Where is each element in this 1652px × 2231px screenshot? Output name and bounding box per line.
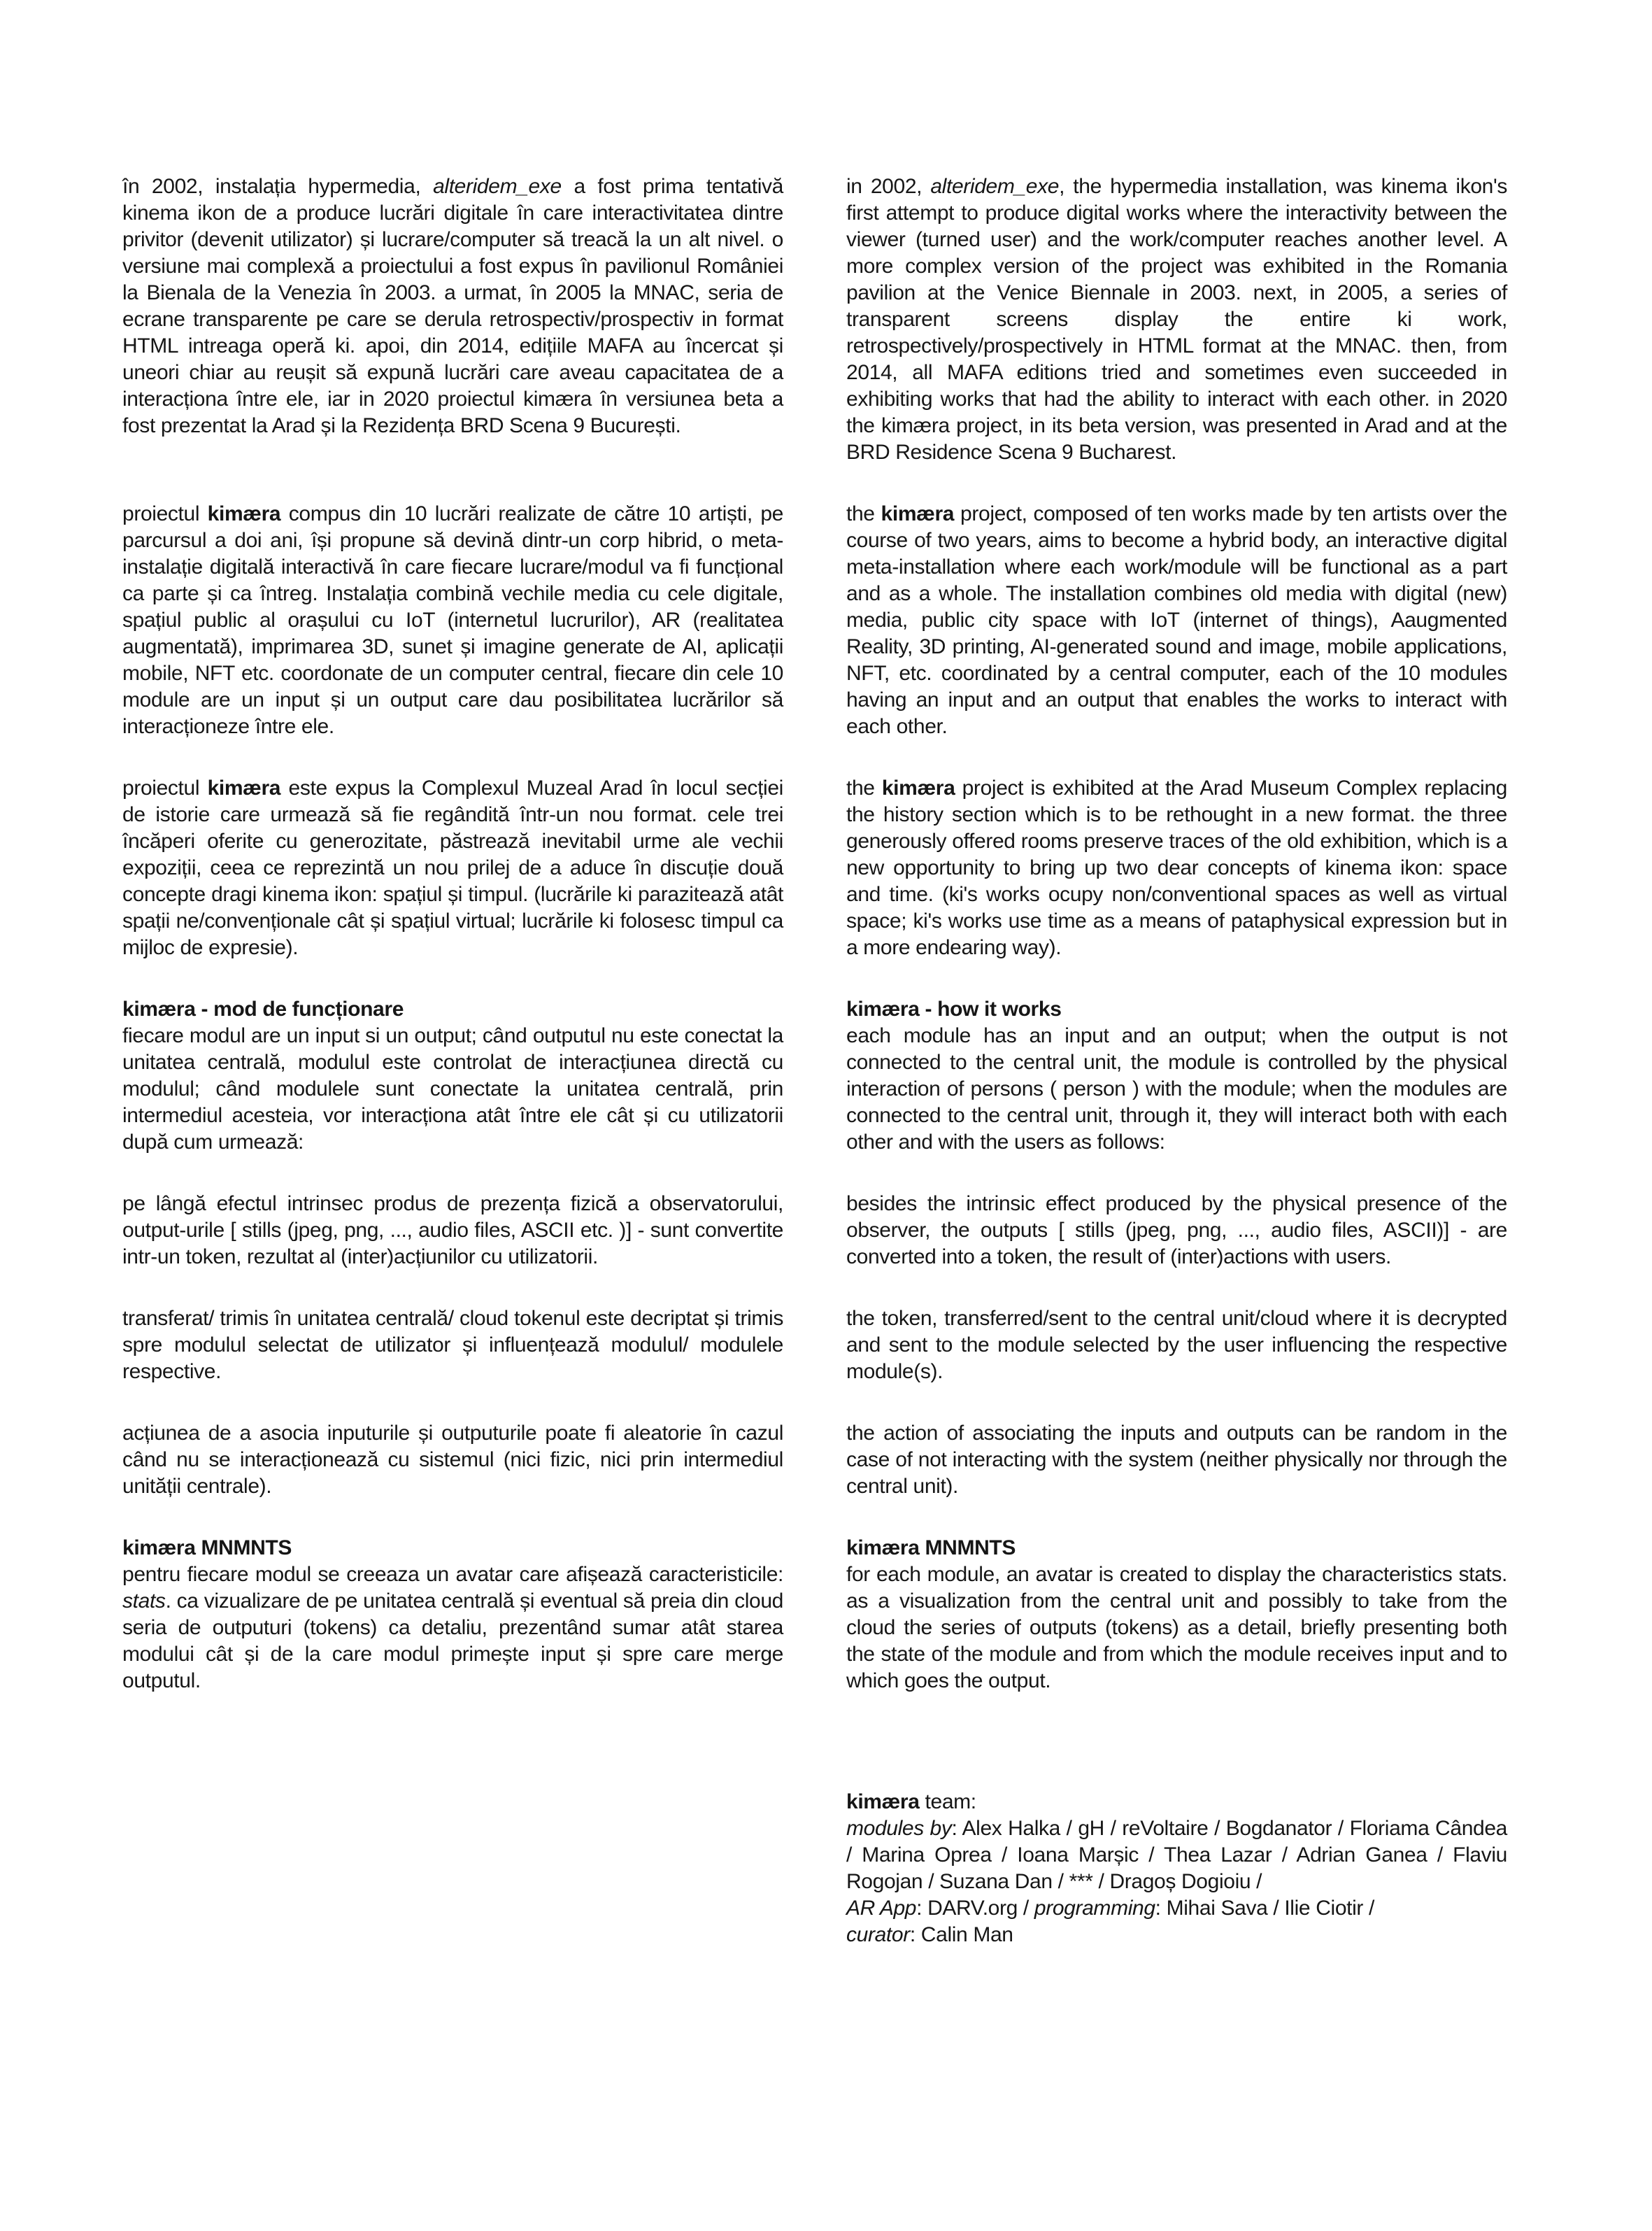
en-paragraph-outputs: besides the intrinsic effect produced by the physical presence of the observer, the outputs [ stills (jpeg, png, ..., audio files, ASCII)] - are converted into a token, the result of (inter)actions with users. xyxy=(846,1192,1507,1268)
en-p3-post: project is exhibited at the Arad Museum Complex replacing the history section which is to be rethought in a new format. the three generously offered rooms preserve traces of the old exhibition, which is a new opportunity to bring up two dear concepts of kinema ikon: space and time. (ki's works ocupy non/conventional spaces as well as virtual space; ki's works use time as a means of pataphysical expression but in a more endearing way). xyxy=(846,777,1507,959)
ro-mnmnts-post: . ca vizualizare de pe unitatea centrală și eventual să preia din cloud seria de outputuri (tokens) ca detaliu, prezentând sumar atât starea modului cât și de la care modul primește input și spre care merge outputul. xyxy=(122,1589,783,1692)
ro-p2-post: compus din 10 lucrări realizate de către 10 artiști, pe parcursul a doi ani, își propune să devină dintr-un corp hibrid, o meta-instalație digitală interactivă în care fiecare lucrare/modul va fi funcțional ca parte și ca întreg. Instalația combină vechile media cu cele digitale, spațiul public al orașului cu IoT (internetul lucrurilor), AR (realitatea augmentată), imprimarea 3D, sunet și imagine generate de AI, aplicații mobile, NFT etc. coordonate de un computer central, fiecare din cele 10 module are un input și un output care dau posibilitatea lucrărilor să interacționeze între ele. xyxy=(122,502,783,738)
ro-p1-post: a fost prima tentativă kinema ikon de a produce lucrări digitale în care interactivitatea dintre privitor (devenit utilizator) și lucrare/computer să treacă la un alt nivel. o versiune mai complexă a proiectului a fost expus în pavilionul României la Bienala de la Venezia în 2003. a urmat, în 2005 la MNAC, seria de ecrane transparente pe care se derula retrospectiv/prospectiv in format HTML intreaga operă ki. apoi, din 2014, edițiile MAFA au încercat și uneori chiar au reușit să expună lucrări care aveau capacitatea de a interacționa între ele, iar in 2020 proiectul kimæra în versiunea beta a fost prezentat la Arad și la Rezidența BRD Scena 9 București. xyxy=(122,175,783,437)
ar-app-label: AR App xyxy=(846,1897,917,1920)
project-name-bold: kimæra xyxy=(207,502,281,525)
ro-section-mnmnts xyxy=(122,1535,783,1694)
ar-app-value: : DARV.org / xyxy=(916,1897,1034,1920)
en-p1-post: , the hypermedia installation, was kinema ikon's first attempt to produce digital works where the interactivity between the viewer (turned user) and the work/computer reaches another level. A more complex version of the project was exhibited in the Romania pavilion at the Venice Biennale in 2003. next, in 2005, a series of transparent screens display the entire ki work, retrospectively/prospectively in HTML format at the MNAC. then, from 2014, all MAFA editions tried and sometimes even succeeded in exhibiting works that had the ability to interact with each other. in 2020 the kimæra project, in its beta version, was presented in Arad and at the BRD Residence Scena 9 Bucharest. xyxy=(846,175,1507,464)
en-section-how-it-works xyxy=(846,996,1507,1156)
ro-paragraph-token: transferat/ trimis în unitatea centrală/ cloud tokenul este decriptat și trimis spre modulul selectat de utilizator și influențează modulul/ modulele respective. xyxy=(122,1307,783,1383)
ro-how-it-works-body: fiecare modul are un input si un output; când outputul nu este conectat la unitatea centrală, modulul este controlat de interacțiunea directă cu modulul; când modulele sunt conectate la unitatea centrală, prin intermediul acesteia, vor interacționa atât între ele cât și cu utilizatorii după cum urmează: xyxy=(122,1024,783,1154)
modules-by-list: : Alex Halka / gH / reVoltaire / Bogdanator / Floriama Cândea / Marina Oprea / Ioana Marșic / Thea Lazar / Adrian Ganea / Flaviu Rogojan / Suzana Dan / *** / Dragoș Dogioiu / xyxy=(846,1817,1507,1893)
en-how-it-works-body: each module has an input and an output; when the output is not connected to the central unit, the module is controlled by the physical interaction of persons ( person ) with the module; when the modules are connected to the central unit, through it, they will interact both with each other and with the users as follows: xyxy=(846,1024,1507,1154)
ro-paragraph-project xyxy=(122,501,783,740)
en-mnmnts-body: for each module, an avatar is created to display the characteristics stats. as a visualization from the central unit and possibly to take from the cloud the series of outputs (tokens) as a detail, briefly presenting both the state of the module and from which the module receives input and to which goes the output. xyxy=(846,1563,1507,1692)
ro-p3-post: este expus la Complexul Muzeal Arad în locul secției de istorie care urmează să fie regândită într-un nou format. cele trei încăperi oferite cu generozitate, păstrează inevitabil urme ale vechii expoziții, ceea ce reprezintă un nou prilej de a aduce în discuție două concepte dragi kinema ikon: spațiul și timpul. (lucrările ki parazitează atât spații ne/convenționale cât și spațiul virtual; lucrările ki folosesc timpul ca mijloc de expresie). xyxy=(122,777,783,959)
en-p2-post: project, composed of ten works made by ten artists over the course of two years, aims to become a hybrid body, an interactive digital meta-installation where each work/module will be functional as a part and as a whole. The installation combines old media with digital (new) media, public city space with IoT (internet of things), Aaugmented Reality, 3D printing, AI-generated sound and image, mobile applications, NFT, etc. coordinated by a central computer, each of the 10 modules having an input and an output that enables the works to interact with each other. xyxy=(846,502,1507,738)
project-name-bold: kimæra xyxy=(846,1790,920,1813)
work-title-italic: alteridem_exe xyxy=(930,175,1060,198)
en-p1-pre: in 2002, xyxy=(846,175,931,198)
en-mnmnts-heading: kimæra MNMNTS xyxy=(846,1536,1016,1559)
stats-italic: stats xyxy=(122,1589,166,1613)
ro-mnmnts-body xyxy=(122,1561,783,1694)
ro-mnmnts-heading: kimæra MNMNTS xyxy=(122,1536,292,1559)
ro-paragraph-outputs: pe lângă efectul intrinsec produs de prezența fizică a observatorului, output-urile [ stills (jpeg, png, ..., audio files, ASCII etc. )] - sunt convertite intr-un token, rezultat al (inter)acțiunilor cu utilizatorii. xyxy=(122,1192,783,1268)
en-paragraph-project xyxy=(846,501,1507,740)
en-paragraph-token: the token, transferred/sent to the central unit/cloud where it is decrypted and sent to the module selected by the user influencing the respective module(s). xyxy=(846,1307,1507,1383)
ro-section-how-it-works xyxy=(122,996,783,1156)
ro-paragraph-exhibition xyxy=(122,775,783,961)
ro-mnmnts-pre: pentru fiecare modul se creeaza un avatar care afișează caracteristicile: xyxy=(122,1563,783,1586)
en-p3-pre: the xyxy=(846,777,882,800)
ro-how-it-works-heading: kimæra - mod de funcționare xyxy=(122,998,404,1021)
en-section-mnmnts xyxy=(846,1535,1507,1694)
modules-by-label: modules by xyxy=(846,1817,952,1840)
project-name-bold: kimæra xyxy=(207,777,281,800)
ro-p3-pre: proiectul xyxy=(122,777,208,800)
team-credits xyxy=(846,1768,1507,1969)
programming-label: programming xyxy=(1034,1897,1155,1920)
project-name-bold: kimæra xyxy=(881,502,955,525)
en-paragraph-history xyxy=(846,173,1507,466)
team-credits-text xyxy=(846,1789,1507,1948)
ro-p1-pre: în 2002, instalația hypermedia, xyxy=(122,175,434,198)
curator-label: curator xyxy=(846,1923,910,1946)
project-name-bold: kimæra xyxy=(881,777,955,800)
ro-p2-pre: proiectul xyxy=(122,502,208,525)
en-paragraph-exhibition xyxy=(846,775,1507,961)
programming-value: : Mihai Sava / Ilie Ciotir / xyxy=(1155,1897,1375,1920)
en-how-it-works-heading: kimæra - how it works xyxy=(846,998,1062,1021)
ro-paragraph-history xyxy=(122,173,783,466)
team-title-rest: team: xyxy=(919,1790,976,1813)
en-p2-pre: the xyxy=(846,502,881,525)
work-title-italic: alteridem_exe xyxy=(433,175,562,198)
en-paragraph-random: the action of associating the inputs and outputs can be random in the case of not interacting with the system (neither physically nor through the central unit). xyxy=(846,1422,1507,1498)
ro-paragraph-random: acțiunea de a asocia inputurile și outputurile poate fi aleatorie în cazul când nu se interacționează cu sistemul (nici fizic, nici prin intermediul unității centrale). xyxy=(122,1422,783,1498)
curator-value: : Calin Man xyxy=(909,1923,1013,1946)
